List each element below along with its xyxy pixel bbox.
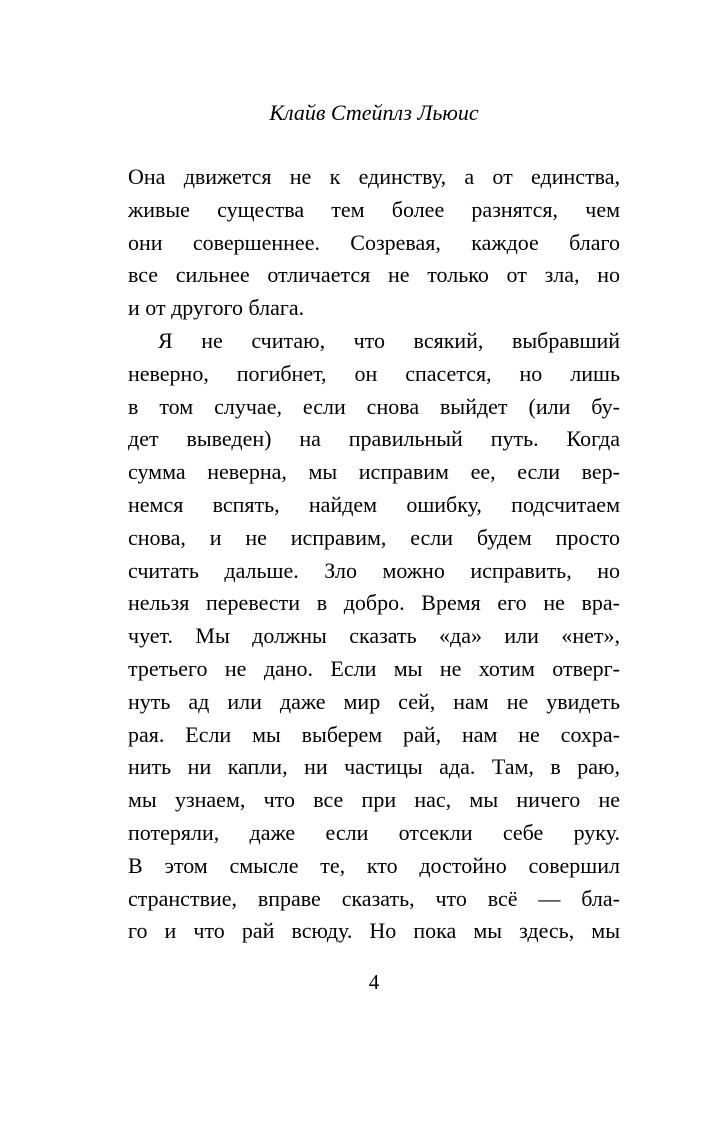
body-line: чует. Мы должны сказать «да» или «нет», (128, 623, 620, 649)
body-line: странствие, вправе сказать, что всё — бла- (128, 885, 620, 911)
body-line: нуть ад или даже мир сей, нам не увидеть (128, 688, 620, 714)
body-line: дет выведен) на правильный путь. Когда (128, 426, 620, 452)
body-text (128, 161, 620, 948)
body-line: неверно, погибнет, он спасется, но лишь (128, 360, 620, 386)
body-line: рая. Если мы выберем рай, нам не сохра- (128, 721, 620, 747)
body-line: они совершеннее. Созревая, каждое благо (128, 229, 620, 255)
body-line: в том случае, если снова выйдет (или бу- (128, 393, 620, 419)
body-line: нить ни капли, ни частицы ада. Там, в раю, (128, 754, 620, 780)
body-line: В этом смысле те, кто достойно совершил (128, 852, 620, 878)
page-number: 4 (368, 970, 380, 994)
body-line: немся вспять, найдем ошибку, подсчитаем (128, 491, 620, 517)
body-line: считать дальше. Зло можно исправить, но (128, 557, 620, 583)
running-header-author: Клайв Стейплз Льюис (269, 100, 479, 125)
body-line: го и что рай всюду. Но пока мы здесь, мы (128, 918, 620, 944)
body-line: и от другого блага. (128, 295, 305, 321)
body-line: сумма неверна, мы исправим ее, если вер- (128, 459, 620, 485)
body-line: третьего не дано. Если мы не хотим отверг- (128, 655, 620, 681)
body-line: мы узнаем, что все при нас, мы ничего не (128, 787, 620, 813)
body-line: нельзя перевести в добро. Время его не вра- (128, 590, 620, 616)
body-line: Она движется не к единству, а от единства, (128, 164, 620, 189)
body-line: потеряли, даже если отсекли себе руку. (128, 819, 620, 845)
body-line: Я не считаю, что всякий, выбравший (158, 327, 620, 353)
body-line: живые существа тем более разнятся, чем (128, 196, 620, 222)
body-line: снова, и не исправим, если будем просто (128, 524, 620, 550)
body-line: все сильнее отличается не только от зла, но (128, 262, 620, 288)
